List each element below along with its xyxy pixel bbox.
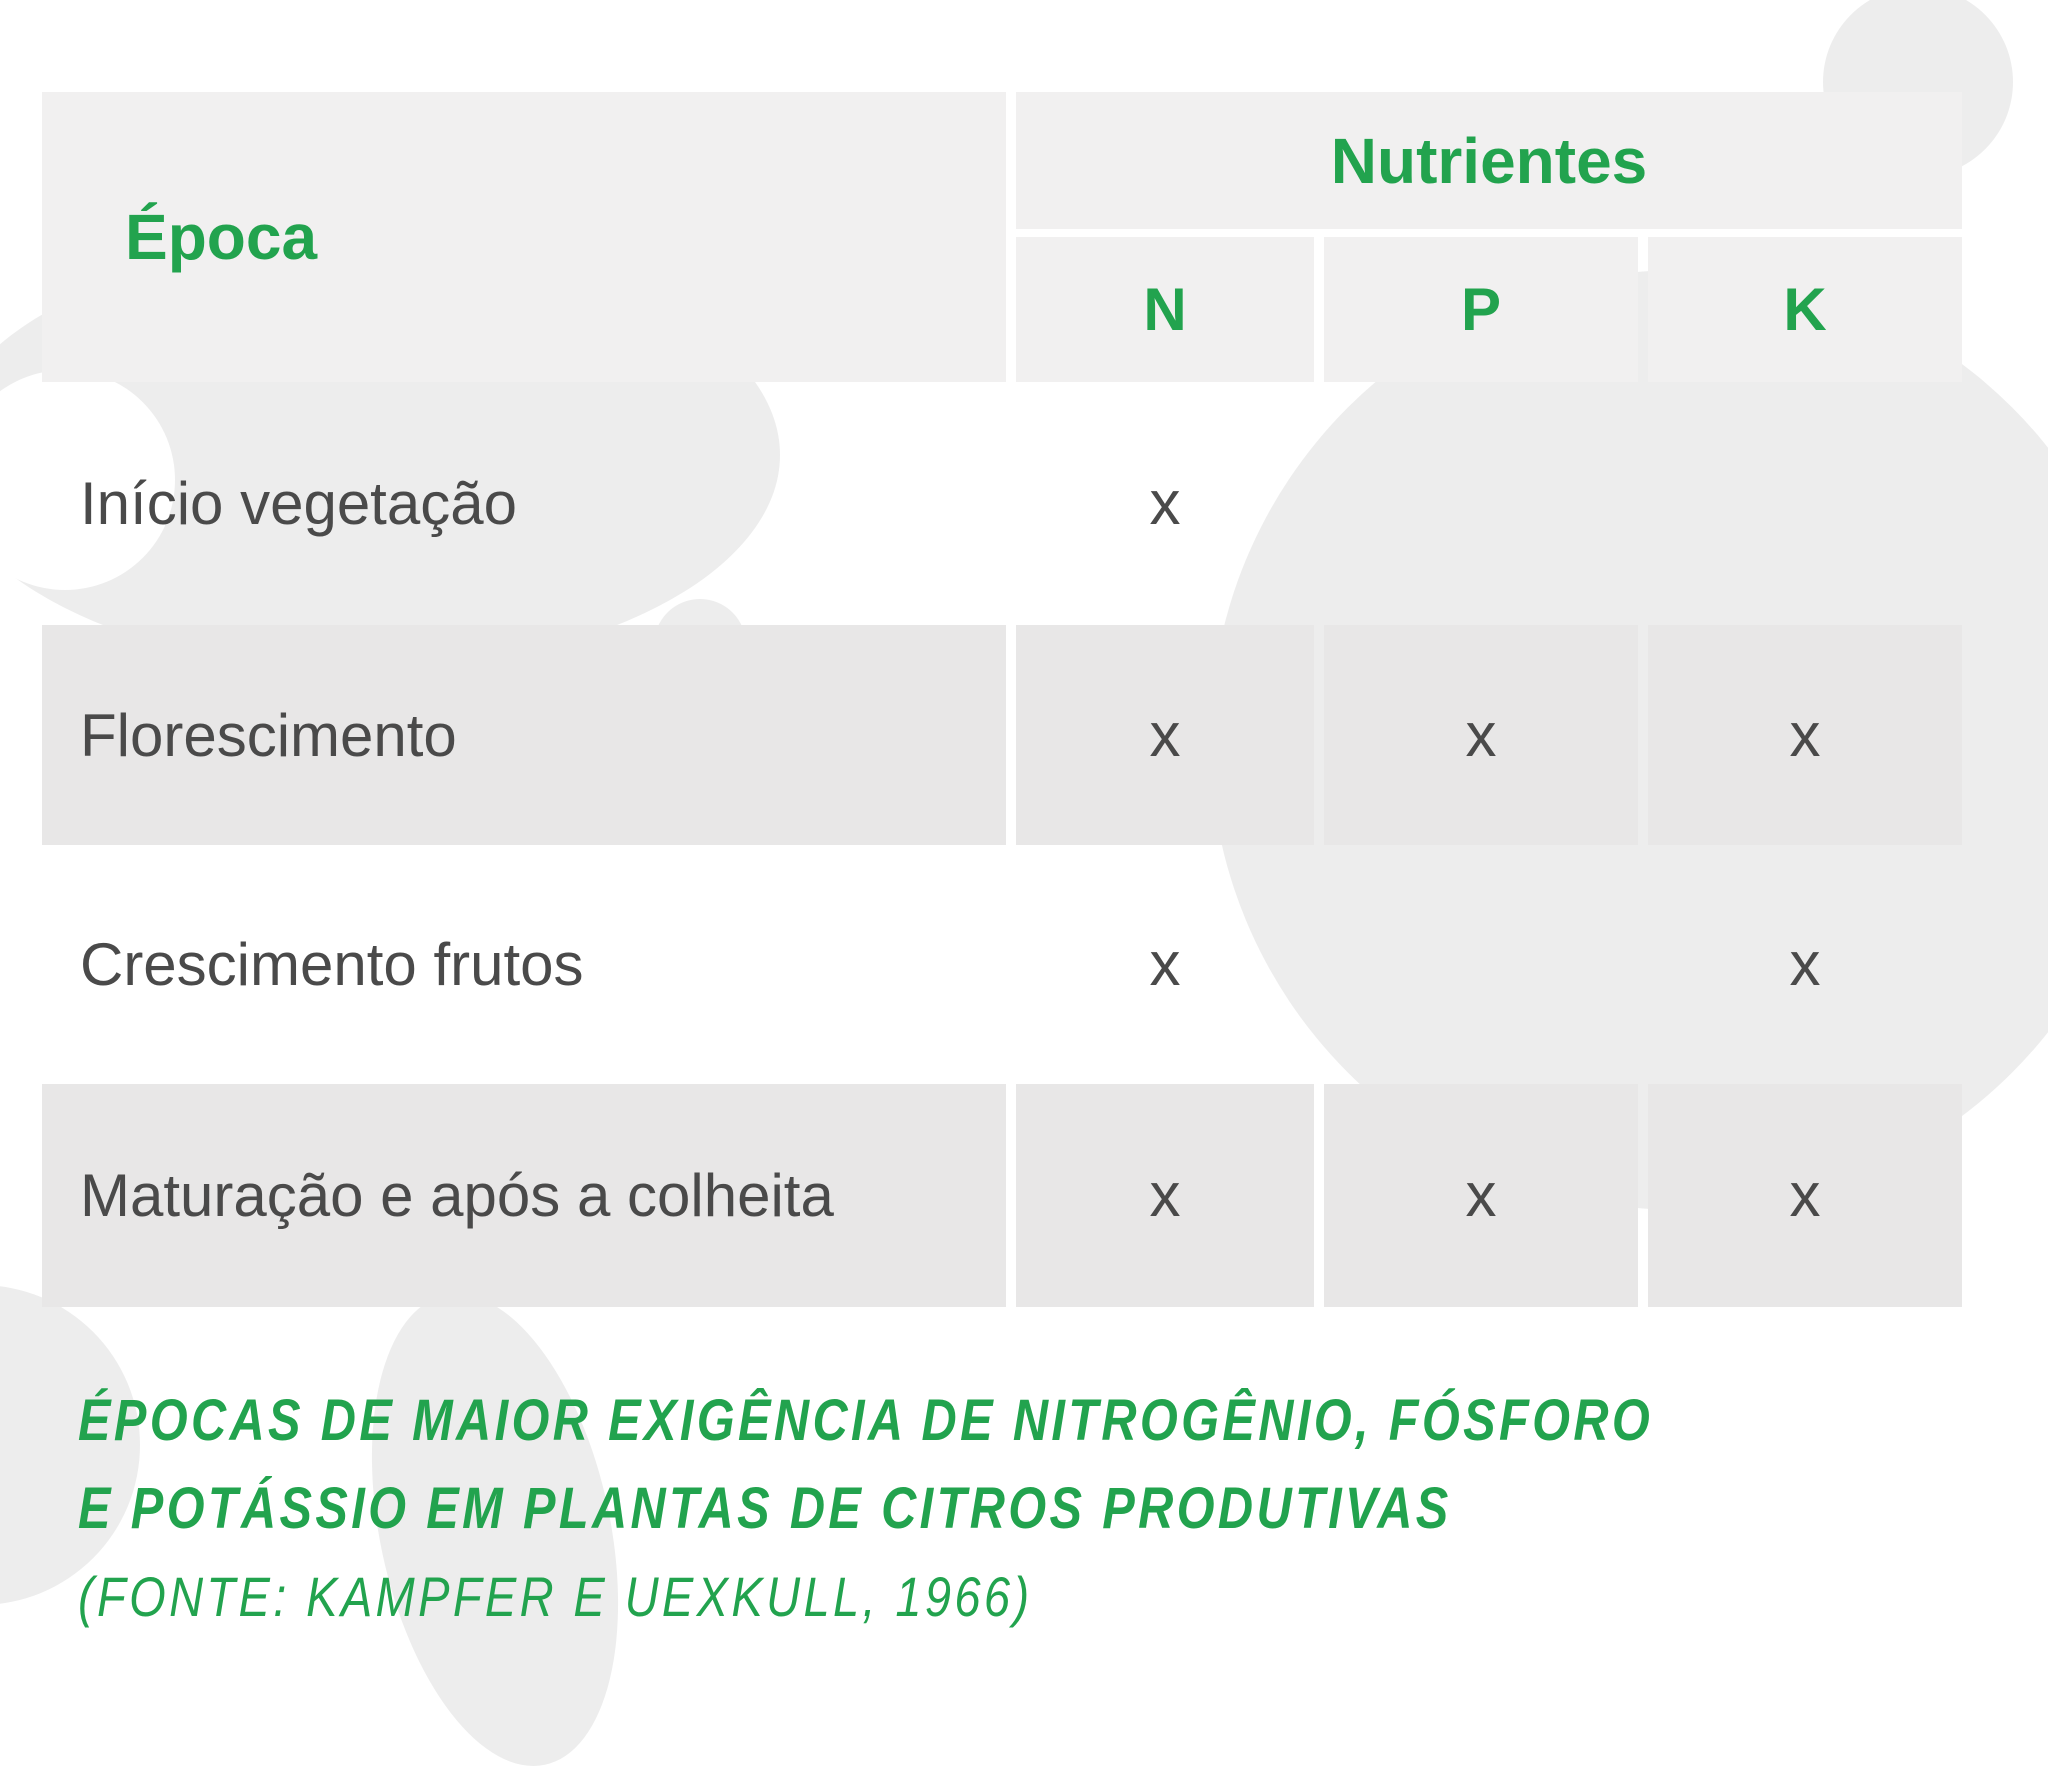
- table-cell-mark: x: [1324, 1084, 1638, 1307]
- nutrient-table: [42, 92, 1962, 1307]
- table-cell-mark: x: [1016, 625, 1314, 845]
- nutrientes-header-cell: [1016, 92, 1962, 229]
- caption-source: [78, 1565, 1953, 1628]
- table-row-label: Maturação e após a colheita: [42, 1084, 1006, 1307]
- epoca-header-label: Época: [125, 201, 318, 273]
- column-header-n-label: N: [1143, 276, 1187, 343]
- table-cell-mark: x: [1149, 930, 1181, 999]
- table-cell-mark: x: [1789, 930, 1821, 999]
- column-header-p: [1324, 237, 1638, 382]
- caption-line-2: [78, 1476, 1953, 1541]
- column-header-k: [1648, 237, 1962, 382]
- table-cell-mark: x: [1016, 1084, 1314, 1307]
- table-row-label: Crescimento frutos: [80, 931, 584, 998]
- table-cell-mark: [1324, 382, 1638, 625]
- caption-line-2-text: E POTÁSSIO EM PLANTAS DE CITROS PRODUTIVAS: [78, 1476, 1452, 1541]
- table-cell-mark: x: [1324, 625, 1638, 845]
- table-cell-mark: x: [1648, 625, 1962, 845]
- column-header-k-label: K: [1783, 276, 1827, 343]
- table-row-label: Florescimento: [42, 625, 1006, 845]
- figure-caption: [78, 1388, 1953, 1656]
- nutrientes-header-label: Nutrientes: [1330, 124, 1648, 197]
- caption-line-1: [78, 1388, 1953, 1453]
- column-header-p-label: P: [1460, 276, 1502, 343]
- caption-line-1-text: ÉPOCAS DE MAIOR EXIGÊNCIA DE NITROGÊNIO, FÓSFORO: [78, 1388, 1654, 1453]
- caption-source-text: (FONTE: KAMPFER E UEXKULL, 1966): [78, 1565, 1033, 1628]
- epoca-header-cell: [42, 92, 1006, 382]
- table-cell-mark: [1648, 382, 1962, 625]
- table-cell-mark: x: [1648, 1084, 1962, 1307]
- table-cell-mark: x: [1149, 469, 1181, 538]
- table-cell-mark: [1324, 845, 1638, 1084]
- table-row-label: Início vegetação: [80, 470, 517, 537]
- column-header-n: [1016, 237, 1314, 382]
